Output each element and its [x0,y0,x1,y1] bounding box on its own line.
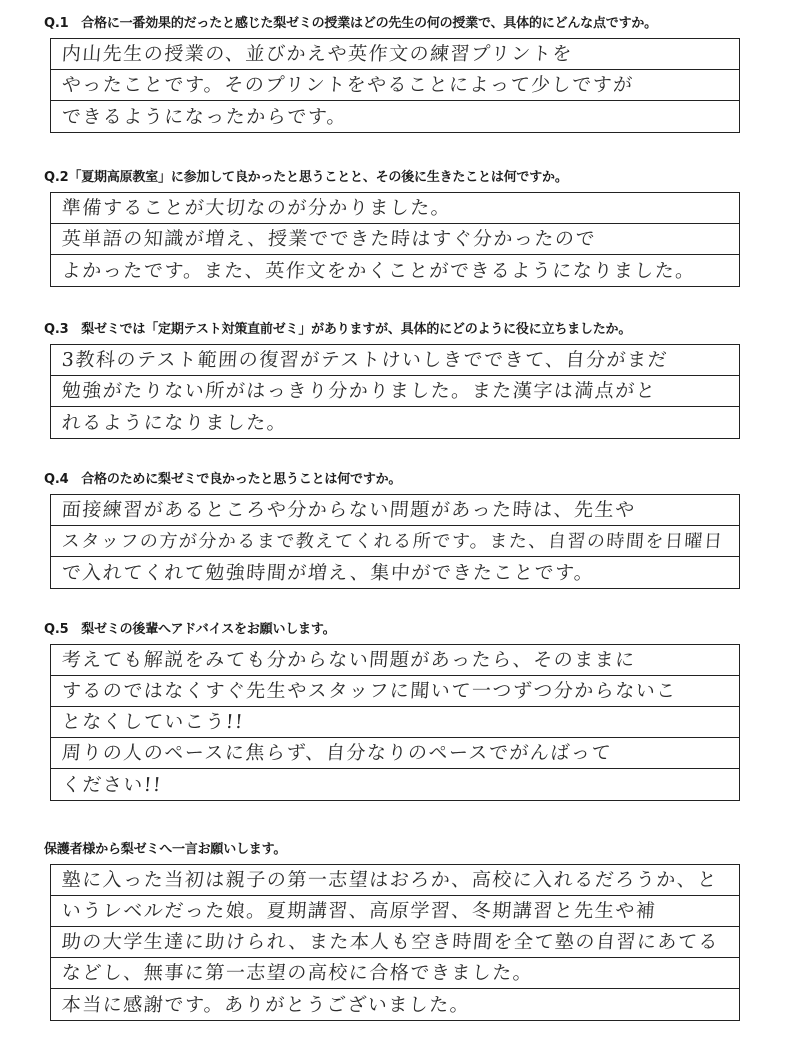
parent-line-4: などし、無事に第一志望の高校に合格できました。 [51,958,739,989]
q1-line-3: できるようになったからです。 [61,106,348,128]
q4-line-1: 面接練習があるところや分からない問題があった時は、先生や [51,495,739,526]
q5-line-2: するのではなくすぐ先生やスタッフに聞いて一つずつ分からないこ [51,676,739,707]
q5-answer-box [50,644,740,801]
q4-line-2: スタッフの方が分かるまで教えてくれる所です。また、自習の時間を日曜日 [51,526,739,557]
q5-line-1: 考えても解説をみても分からない問題があったら、そのままに [51,645,739,676]
q3-answer-box [50,344,740,439]
q3-line-2: 勉強がたりない所がはっきり分かりました。また漢字は満点がと [51,376,739,407]
q3-line-3: れるようになりました。 [61,412,289,434]
q2-line-3: よかったです。また、英作文をかくことができるようになりました。 [61,260,697,282]
parent-line-2: いうレベルだった娘。夏期講習、高原学習、冬期講習と先生や補 [51,896,739,927]
q1-line-1: 内山先生の授業の、並びかえや英作文の練習プリントを [51,39,739,70]
q5-line-4: 周りの人のペースに焦らず、自分なりのペースでがんばって [51,738,739,769]
q5-line-3: となくしていこう!! [51,707,739,738]
q3-question: Q.3 梨ゼミでは「定期テスト対策直前ゼミ」がありますが、具体的にどのように役に立ちましたか。 [44,322,632,337]
q1-question: Q.1 合格に一番効果的だったと感じた梨ゼミの授業はどの先生の何の授業で、具体的にどんな点ですか。 [44,16,657,31]
q4-answer-box [50,494,740,589]
q4-question: Q.4 合格のために梨ゼミで良かったと思うことは何ですか。 [44,472,402,487]
q5-question: Q.5 梨ゼミの後輩へアドバイスをお願いします。 [44,622,336,637]
q1-answer-box [50,38,740,133]
parent-line-3: 助の大学生達に助けられ、また本人も空き時間を全て塾の自習にあてる [51,927,739,958]
q3-line-1: 3教科のテスト範囲の復習がテストけいしきでできて、自分がまだ [51,345,739,376]
q2-answer-box [50,192,740,287]
parent-line-5: 本当に感謝です。ありがとうございました。 [61,994,472,1016]
parent-line-1: 塾に入った当初は親子の第一志望はおろか、高校に入れるだろうか、と [51,865,739,896]
parent-answer-box [50,864,740,1021]
q2-line-1: 準備することが大切なのが分かりました。 [51,193,739,224]
parent-question: 保護者様から梨ゼミへ一言お願いします。 [44,842,287,857]
q2-question: Q.2「夏期高原教室」に参加して良かったと思うことと、その後に生きたことは何ですか。 [44,170,568,185]
q5-line-5: ください!! [61,774,163,796]
q2-line-2: 英単語の知識が増え、授業でできた時はすぐ分かったので [51,224,739,255]
q4-line-3: で入れてくれて勉強時間が増え、集中ができたことです。 [61,562,596,584]
q1-line-2: やったことです。そのプリントをやることによって少しですが [51,70,739,101]
